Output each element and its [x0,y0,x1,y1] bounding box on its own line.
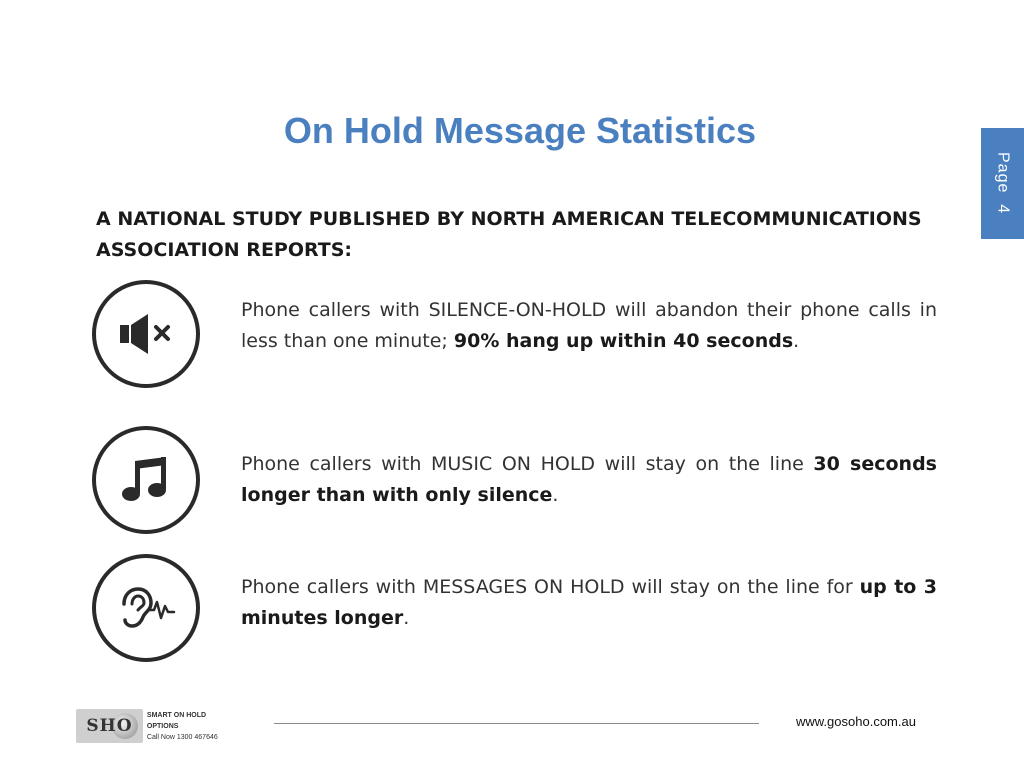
stat-silence [241,295,937,357]
stat-messages-end: . [403,607,410,629]
stat-silence-text: Phone callers with SILENCE-ON-HOLD will abandon their phone calls in less than one minute; [241,299,937,352]
logo-name: SMART ON HOLD OPTIONS [146,711,207,730]
stat-silence-highlight: 90% hang up within 40 seconds [453,330,794,352]
music-note-icon [92,426,200,534]
study-subheading [96,204,956,266]
footer-divider [274,723,759,724]
stat-messages-text: Phone callers with MESSAGES ON HOLD will stay on the line for [241,576,860,598]
footer-url[interactable]: www.gosoho.com.au [796,714,916,729]
page-number: 4 [994,204,1012,215]
muted-speaker-icon [92,280,200,388]
stat-music-end: . [552,484,559,506]
page-word: Page [994,152,1012,194]
stat-music-highlight: 30 seconds longer than with only silence [241,453,937,506]
logo-text [147,710,238,743]
page-number-label [994,152,1012,214]
stat-messages-highlight: up to 3 minutes longer [241,576,938,629]
stat-music [241,449,937,511]
ear-soundwave-icon [92,554,200,662]
stat-messages [241,572,937,634]
company-logo [76,709,238,743]
logo-badge [76,709,143,743]
stat-silence-end: . [793,330,800,352]
page-title: On Hold Message Statistics [283,110,757,151]
subheading-line-2: ASSOCIATION REPORTS: [96,239,353,261]
stat-music-text: Phone callers with MUSIC ON HOLD will stay on the line [241,453,814,475]
page-number-tab [981,128,1024,239]
logo-mark: SHO [86,716,133,736]
logo-phone: Call Now 1300 467646 [146,733,218,741]
subheading-line-1: A NATIONAL STUDY PUBLISHED BY NORTH AMERICAN TELECOMMUNICATIONS [96,208,922,230]
